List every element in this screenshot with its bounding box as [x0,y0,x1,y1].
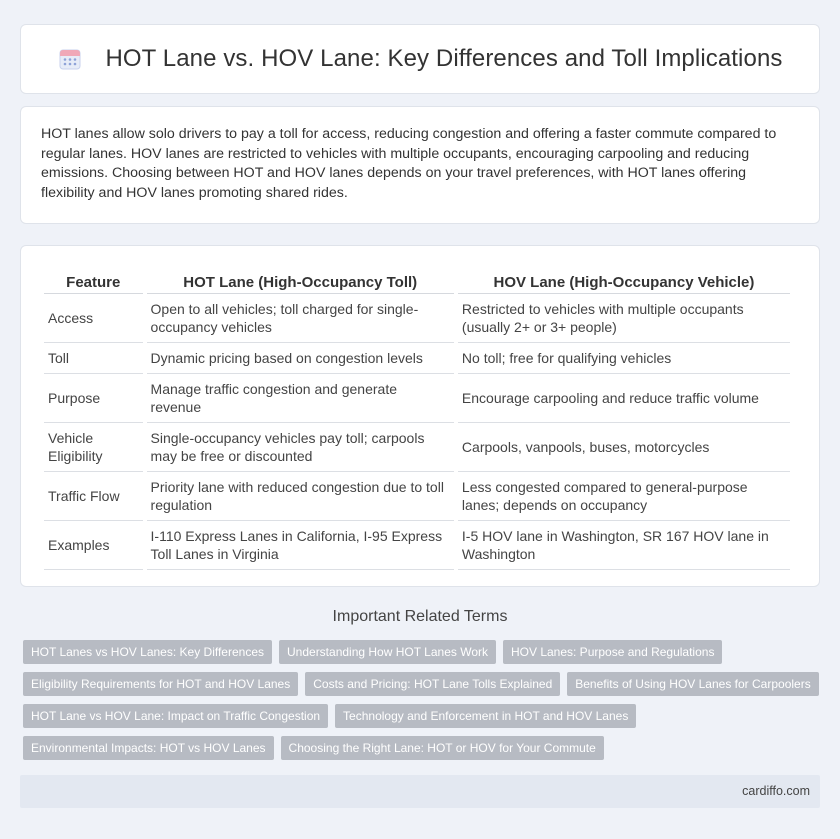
column-header: HOV Lane (High-Occupancy Vehicle) [458,264,790,294]
hov-cell: No toll; free for qualifying vehicles [458,343,790,374]
intro-card [20,106,820,224]
hot-cell: Manage traffic congestion and generate revenue [147,374,454,423]
hov-cell: Restricted to vehicles with multiple occupants (usually 2+ or 3+ people) [458,294,790,343]
hot-cell: Priority lane with reduced congestion due to toll regulation [147,472,454,521]
feature-cell: Examples [44,521,143,570]
related-term-link[interactable]: Benefits of Using HOV Lanes for Carpoolers [567,672,818,696]
table-row [44,294,790,343]
footer-site-link[interactable]: cardiffo.com [742,784,810,798]
table-row [44,472,790,521]
table-row [44,423,790,472]
feature-cell: Purpose [44,374,143,423]
calendar-icon [57,46,83,72]
column-header: Feature [44,264,143,294]
intro-text: HOT lanes allow solo drivers to pay a toll for access, reducing congestion and offering a faster commute compared to regular lanes. HOV lanes are restricted to vehicles with multiple occupants, encouraging carpooling and reducing emissions. Choosing between HOT and HOV lanes depends on your travel preferences, with HOT lanes offering flexibility and HOV lanes promoting shared rides. [41,126,777,201]
feature-cell: Access [44,294,143,343]
header-card [20,24,820,94]
table-header-row [44,264,790,294]
related-term-link[interactable]: Choosing the Right Lane: HOT or HOV for Your Commute [281,736,604,760]
related-term-link[interactable]: HOT Lanes vs HOV Lanes: Key Differences [23,640,272,664]
related-terms-list [23,640,823,768]
hov-cell: Less congested compared to general-purpose lanes; depends on occupancy [458,472,790,521]
related-term-link[interactable]: Environmental Impacts: HOT vs HOV Lanes [23,736,274,760]
related-term-link[interactable]: HOV Lanes: Purpose and Regulations [503,640,722,664]
table-row [44,343,790,374]
feature-cell: Traffic Flow [44,472,143,521]
footer [20,775,820,808]
tag-row [23,672,823,696]
tag-row [23,704,823,728]
tag-row [23,736,823,760]
table-row [44,521,790,570]
comparison-table-card [20,245,820,587]
column-header: HOT Lane (High-Occupancy Toll) [147,264,454,294]
hot-cell: Single-occupancy vehicles pay toll; carpools may be free or discounted [147,423,454,472]
related-term-link[interactable]: Eligibility Requirements for HOT and HOV Lanes [23,672,298,696]
page-title: HOT Lane vs. HOV Lane: Key Differences and Toll Implications [105,45,783,72]
tag-row [23,640,823,664]
hot-cell: I-110 Express Lanes in California, I-95 Express Toll Lanes in Virginia [147,521,454,570]
feature-cell: Toll [44,343,143,374]
hot-cell: Dynamic pricing based on congestion levels [147,343,454,374]
feature-cell: Vehicle Eligibility [44,423,143,472]
hov-cell: Encourage carpooling and reduce traffic volume [458,374,790,423]
hov-cell: Carpools, vanpools, buses, motorcycles [458,423,790,472]
related-term-link[interactable]: Understanding How HOT Lanes Work [279,640,496,664]
related-terms-title: Important Related Terms [332,608,508,625]
related-term-link[interactable]: Technology and Enforcement in HOT and HOV Lanes [335,704,636,728]
table-row [44,374,790,423]
related-term-link[interactable]: Costs and Pricing: HOT Lane Tolls Explained [305,672,560,696]
hot-cell: Open to all vehicles; toll charged for single-occupancy vehicles [147,294,454,343]
comparison-table [40,264,794,570]
hov-cell: I-5 HOV lane in Washington, SR 167 HOV lane in Washington [458,521,790,570]
related-term-link[interactable]: HOT Lane vs HOV Lane: Impact on Traffic Congestion [23,704,328,728]
